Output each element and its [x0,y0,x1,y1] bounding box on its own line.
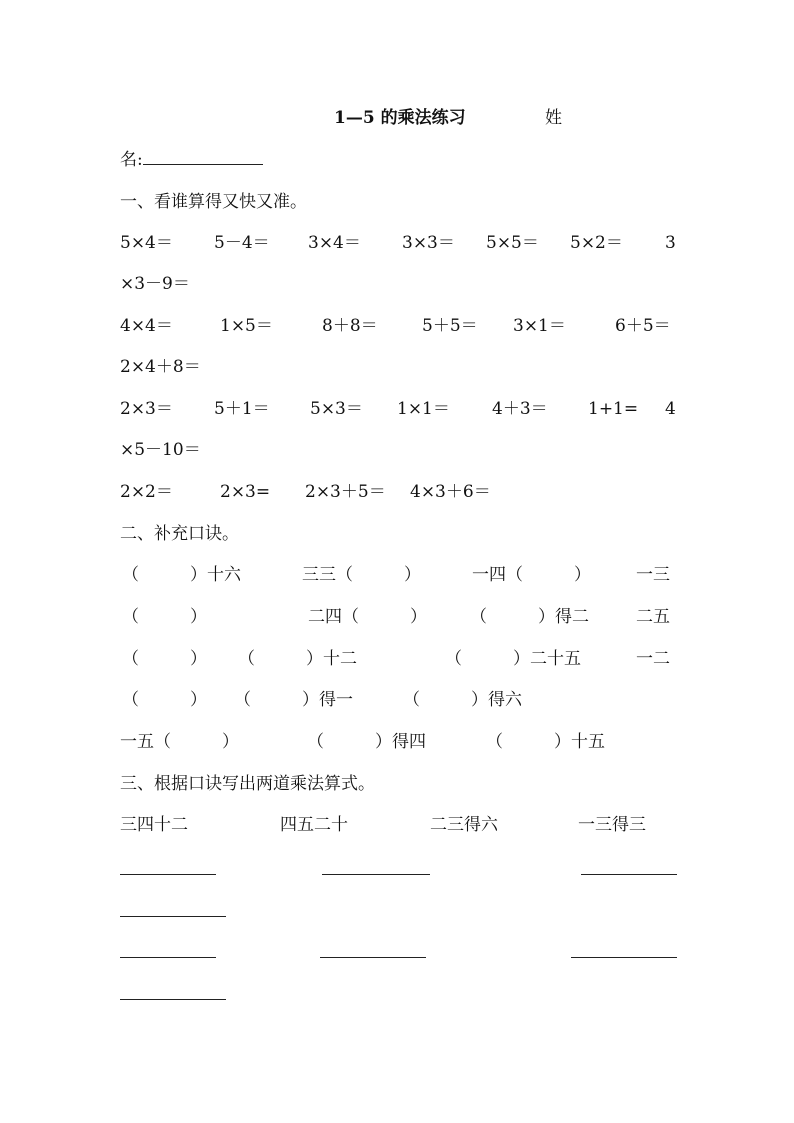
answer-blank[interactable] [120,999,226,1000]
s2-r2-item: 二四（ ） [308,607,427,627]
s2-r3-item: 一二 [636,649,670,669]
s1-r2-item: 1×5＝ [220,316,273,336]
s1-r1-item: 5×5＝ [486,233,539,253]
name-blank[interactable] [143,151,263,165]
answer-blank[interactable] [320,957,426,958]
s2-r4-item: （ ）得一 [234,690,353,710]
s1-r2-item: 8＋8＝ [322,316,378,336]
s2-r5-item: （ ）得四 [307,732,426,752]
s1-r2-wrap: 2×4＋8＝ [120,357,201,377]
s3-rhyme: 二三得六 [430,815,498,835]
answer-blank[interactable] [120,874,216,875]
section3-heading: 三、根据口诀写出两道乘法算式。 [120,774,375,794]
s2-r3-item: （ ） [122,649,207,669]
s1-r3-item: 4 [665,399,676,419]
name-label-part2: 名: [120,150,143,170]
s3-rhyme: 四五二十 [280,815,348,835]
s1-r3-item: 1+1= [588,399,639,419]
worksheet-title: 1—5 的乘法练习 [334,108,466,128]
s2-r1-item: 一四（ ） [472,565,591,585]
s3-rhyme: 一三得三 [578,815,646,835]
s2-r2-item: （ ） [122,607,207,627]
s1-r3-wrap: ×5－10＝ [120,440,201,460]
s2-r5-item: 一五（ ） [120,732,239,752]
answer-blank[interactable] [120,957,216,958]
s2-r3-item: （ ）二十五 [445,649,581,669]
s1-r2-item: 4×4＝ [120,316,173,336]
s1-r3-item: 1×1＝ [397,399,450,419]
s1-r2-item: 3×1＝ [513,316,566,336]
s1-r1-item: 5×4＝ [120,233,173,253]
s2-r4-item: （ ） [122,690,207,710]
s1-r2-item: 6＋5＝ [615,316,671,336]
s1-r1-wrap: ×3－9＝ [120,274,190,294]
s1-r4-item: 2×2＝ [120,482,173,502]
s1-r1-item: 3×4＝ [308,233,361,253]
s1-r2-item: 5＋5＝ [422,316,478,336]
s1-r3-item: 5×3＝ [310,399,363,419]
s1-r4-item: 2×3= [220,482,271,502]
answer-blank[interactable] [581,874,677,875]
section1-heading: 一、看谁算得又快又准。 [120,192,307,212]
name-label-part1: 姓 [545,108,562,128]
s1-r4-item: 4×3＋6＝ [410,482,491,502]
s2-r3-item: （ ）十二 [238,649,357,669]
s2-r1-item: 三三（ ） [302,565,421,585]
s1-r3-item: 5＋1＝ [214,399,270,419]
s2-r2-item: 二五 [636,607,670,627]
s2-r1-item: 一三 [636,565,670,585]
s3-rhyme: 三四十二 [120,815,188,835]
s2-r1-item: （ ）十六 [122,565,241,585]
s1-r1-item: 3 [665,233,676,253]
section2-heading: 二、补充口诀。 [120,524,239,544]
s1-r1-item: 5×2＝ [570,233,623,253]
s1-r4-item: 2×3＋5＝ [305,482,386,502]
answer-blank[interactable] [571,957,677,958]
s1-r3-item: 2×3＝ [120,399,173,419]
s1-r1-item: 3×3＝ [402,233,455,253]
answer-blank[interactable] [322,874,430,875]
s2-r5-item: （ ）十五 [486,732,605,752]
answer-blank[interactable] [120,916,226,917]
s1-r3-item: 4＋3＝ [492,399,548,419]
s1-r1-item: 5－4＝ [214,233,270,253]
s2-r4-item: （ ）得六 [403,690,522,710]
s2-r2-item: （ ）得二 [470,607,589,627]
name-field-row [120,150,263,170]
